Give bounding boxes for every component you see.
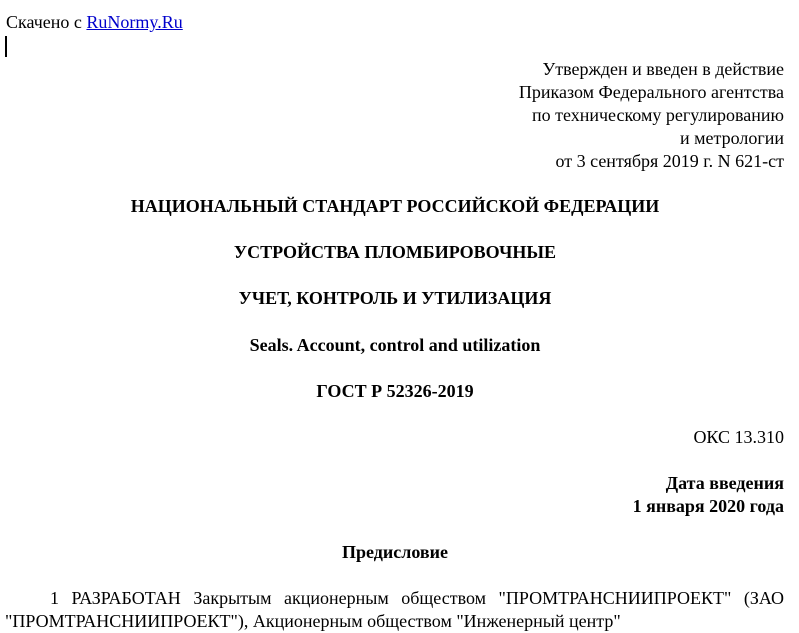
subject-title: УСТРОЙСТВА ПЛОМБИРОВОЧНЫЕ [233,242,557,262]
standard-type-title: НАЦИОНАЛЬНЫЙ СТАНДАРТ РОССИЙСКОЙ ФЕДЕРАЦИИ [130,196,660,216]
effective-date-value: 1 января 2020 года [632,496,784,516]
approval-line: по техническому регулированию [531,105,784,125]
approval-line: и метрологии [680,128,784,148]
subtitle: УЧЕТ, КОНТРОЛЬ И УТИЛИЗАЦИЯ [238,288,552,308]
download-source-line [6,11,183,34]
preface-paragraph: 1 РАЗРАБОТАН Закрытым акционерным обществом "ПРОМТРАНСНИИПРОЕКТ" (ЗАО "ПРОМТРАНСНИИПРОЕКТ"), Акционерным обществом "Инженерный центр" [5,588,784,631]
standard-designation: ГОСТ Р 52326-2019 [316,381,474,401]
approval-block [519,58,784,173]
approval-line: от 3 сентября 2019 г. N 621-ст [555,151,784,171]
approval-line: Приказом Федерального агентства [518,82,784,102]
approval-line: Утвержден и введен в действие [542,59,784,79]
preface-heading: Предисловие [342,542,448,562]
effective-date-label: Дата введения [665,473,784,493]
download-source-prefix: Скачено с [6,12,82,32]
source-link[interactable]: RuNormy.Ru [86,12,183,32]
text-cursor [5,36,7,57]
english-title: Seals. Account, control and utilization [249,335,541,355]
oks-code: ОКС 13.310 [693,427,784,447]
